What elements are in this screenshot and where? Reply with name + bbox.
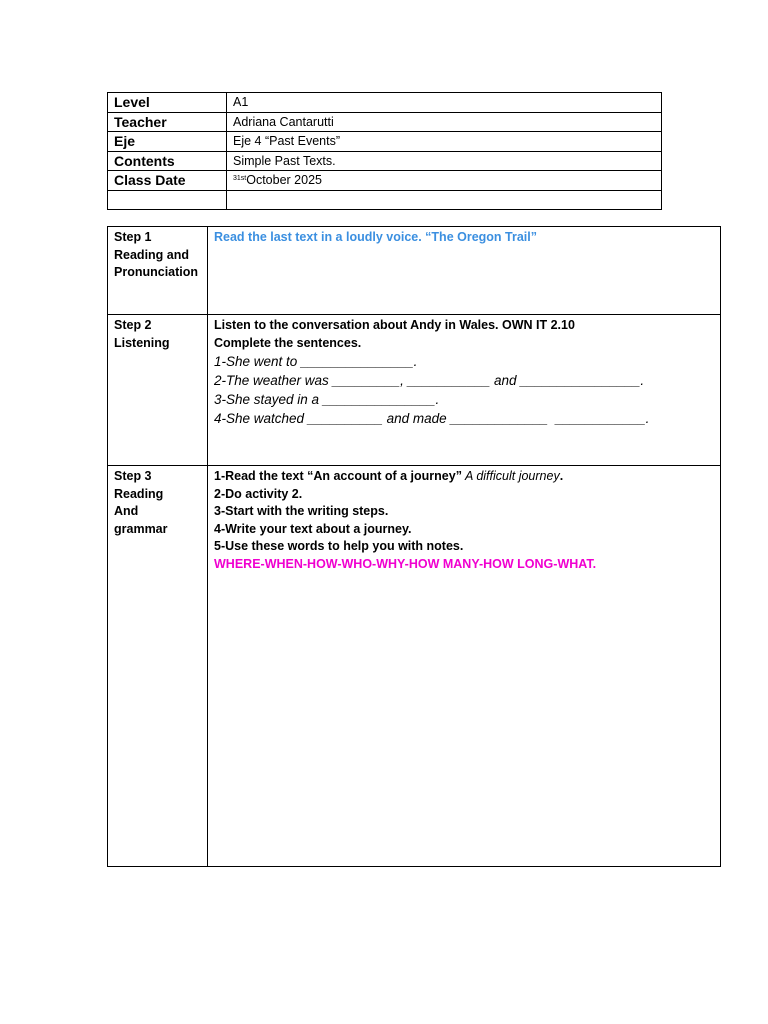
- step1-instruction: Read the last text in a loudly voice. “The Oregon Trail”: [214, 230, 537, 244]
- date-cell: [227, 171, 662, 191]
- sentence-item: 2-The weather was _________, ___________ and ________________.: [214, 373, 645, 388]
- teacher-label: Teacher: [108, 112, 227, 132]
- info-row-level: [108, 93, 662, 113]
- step1-title-cell: [108, 227, 208, 315]
- level-label: Level: [108, 93, 227, 113]
- step3-title-cell: [108, 466, 208, 867]
- step2-subheader: Complete the sentences.: [214, 335, 362, 350]
- empty-cell-left: [108, 190, 227, 210]
- question-words: WHERE-WHEN-HOW-WHO-WHY-HOW MANY-HOW LONG-WHAT.: [214, 556, 597, 571]
- level-value: A1: [227, 93, 662, 113]
- info-row-contents: [108, 151, 662, 171]
- step2-content-cell: [208, 315, 721, 466]
- step3-item-1: [214, 468, 720, 486]
- step2-title-cell: [108, 315, 208, 466]
- contents-label: Contents: [108, 151, 227, 171]
- step3-title-line: Reading: [114, 486, 164, 501]
- empty-cell-right: [227, 190, 662, 210]
- step1-number: Step 1: [114, 230, 152, 244]
- step2-title-line: Listening: [114, 335, 170, 350]
- info-row-teacher: [108, 112, 662, 132]
- step3-content-cell: [208, 466, 721, 867]
- step3-item: 4-Write your text about a journey.: [214, 521, 412, 536]
- class-info-table: [107, 92, 662, 210]
- info-row-eje: [108, 132, 662, 152]
- step3-item: 5-Use these words to help you with notes.: [214, 539, 464, 553]
- teacher-value: Adriana Cantarutti: [227, 112, 662, 132]
- info-row-date: [108, 171, 662, 191]
- sentence-item: 3-She stayed in a _______________.: [214, 392, 440, 407]
- step3-item: 2-Do activity 2.: [214, 486, 303, 501]
- step3-item1-text: 1-Read the text “An account of a journey”: [214, 469, 462, 483]
- step-row-1: [108, 227, 721, 315]
- step1-title-line: Pronunciation: [114, 265, 199, 279]
- date-value: October 2025: [246, 173, 322, 187]
- step3-item1-period: .: [559, 469, 564, 483]
- sentence-item: 1-She went to _______________.: [214, 354, 418, 369]
- eje-label: Eje: [108, 132, 227, 152]
- lesson-steps-table: [107, 226, 721, 867]
- step1-title-line: Reading and: [114, 247, 190, 262]
- step2-number: Step 2: [114, 318, 152, 332]
- date-superscript: 31st: [233, 175, 247, 182]
- eje-value: Eje 4 “Past Events”: [227, 132, 662, 152]
- contents-value: Simple Past Texts.: [227, 151, 662, 171]
- step1-content-cell: [208, 227, 721, 315]
- step3-item: 3-Start with the writing steps.: [214, 504, 389, 518]
- step3-title-line: And: [114, 504, 139, 518]
- sentence-item: 4-She watched __________ and made _____________ ____________.: [214, 411, 650, 426]
- step-row-3: [108, 466, 721, 867]
- step-row-2: [108, 315, 721, 466]
- date-label: Class Date: [108, 171, 227, 191]
- step3-number: Step 3: [114, 469, 152, 483]
- step3-title-line: grammar: [114, 521, 168, 536]
- info-row-empty: [108, 190, 662, 210]
- step2-header: Listen to the conversation about Andy in Wales. OWN IT 2.10: [214, 318, 575, 332]
- step3-item1-title: A difficult journey: [461, 469, 560, 483]
